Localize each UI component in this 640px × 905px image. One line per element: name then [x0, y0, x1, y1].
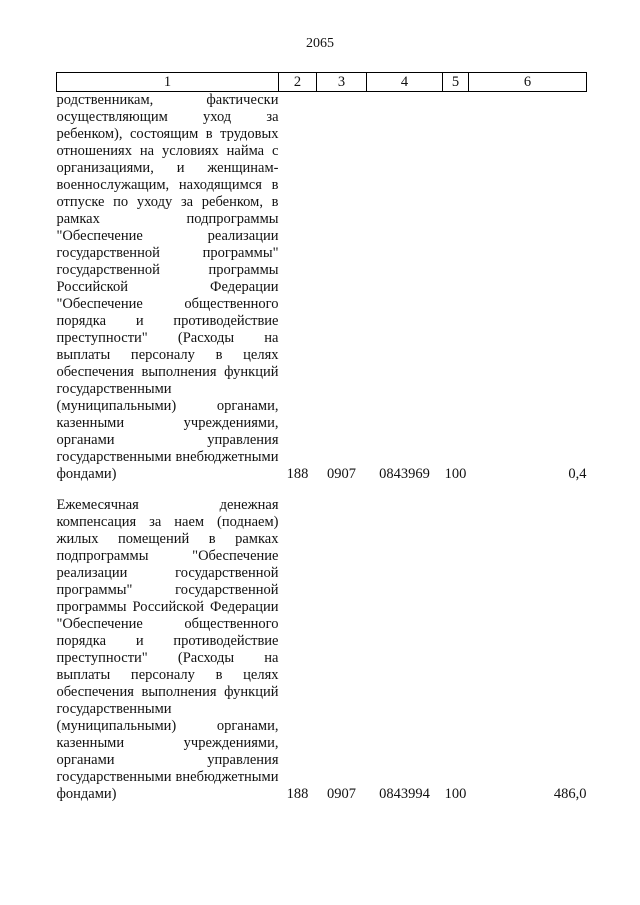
- row-description: Ежемесячная денежная компенсация за наем (поднаем) жилых помещений в рамках подпрограммы "Обеспечение реализации государственной программы" государственной программы Российской Федерации "Обеспечение общественного порядка и противодействие преступности" (Расходы на выплаты персоналу в целях обеспечения выполнения функций государственными (муниципальными) органами, казенными учреждениями, органами управления государственными внебюджетными фондами): [56, 497, 279, 802]
- header-col-4: 4: [367, 73, 443, 92]
- header-col-6: 6: [469, 73, 587, 92]
- row-amount: 0,4: [568, 466, 587, 482]
- row-col-4: 0843969: [379, 466, 430, 482]
- row-description: родственникам, фактически осуществляющим уход за ребенком), состоящим в трудовых отношениях на условиях найма с организациями, и женщинам-военнослужащим, находящимся в отпуске по уходу за ребенком, в рамках подпрограммы "Обеспечение реализации государственной программы" государственной программы Российской Федерации "Обеспечение общественного порядка и противодействие преступности" (Расходы на выплаты персоналу в целях обеспечения выполнения функций государственными (муниципальными) органами, казенными учреждениями, органами управления государственными внебюджетными фондами): [56, 92, 279, 482]
- row-amount: 486,0: [553, 786, 587, 802]
- row-col-3: 0907: [327, 466, 356, 482]
- header-col-2: 2: [279, 73, 317, 92]
- header-col-5: 5: [443, 73, 469, 92]
- header-col-3: 3: [317, 73, 367, 92]
- header-row: [57, 73, 587, 92]
- row-col-2: 188: [286, 786, 309, 802]
- row-col-3: 0907: [327, 786, 356, 802]
- table-row: [57, 92, 587, 484]
- budget-table: [56, 72, 587, 803]
- page-number: 2065: [306, 36, 334, 51]
- row-spacer: [57, 483, 587, 497]
- row-col-2: 188: [286, 466, 309, 482]
- row-col-4: 0843994: [379, 786, 430, 802]
- row-col-5: 100: [444, 786, 467, 802]
- row-col-5: 100: [444, 466, 467, 482]
- table-row: [57, 497, 587, 803]
- header-col-1: 1: [57, 73, 279, 92]
